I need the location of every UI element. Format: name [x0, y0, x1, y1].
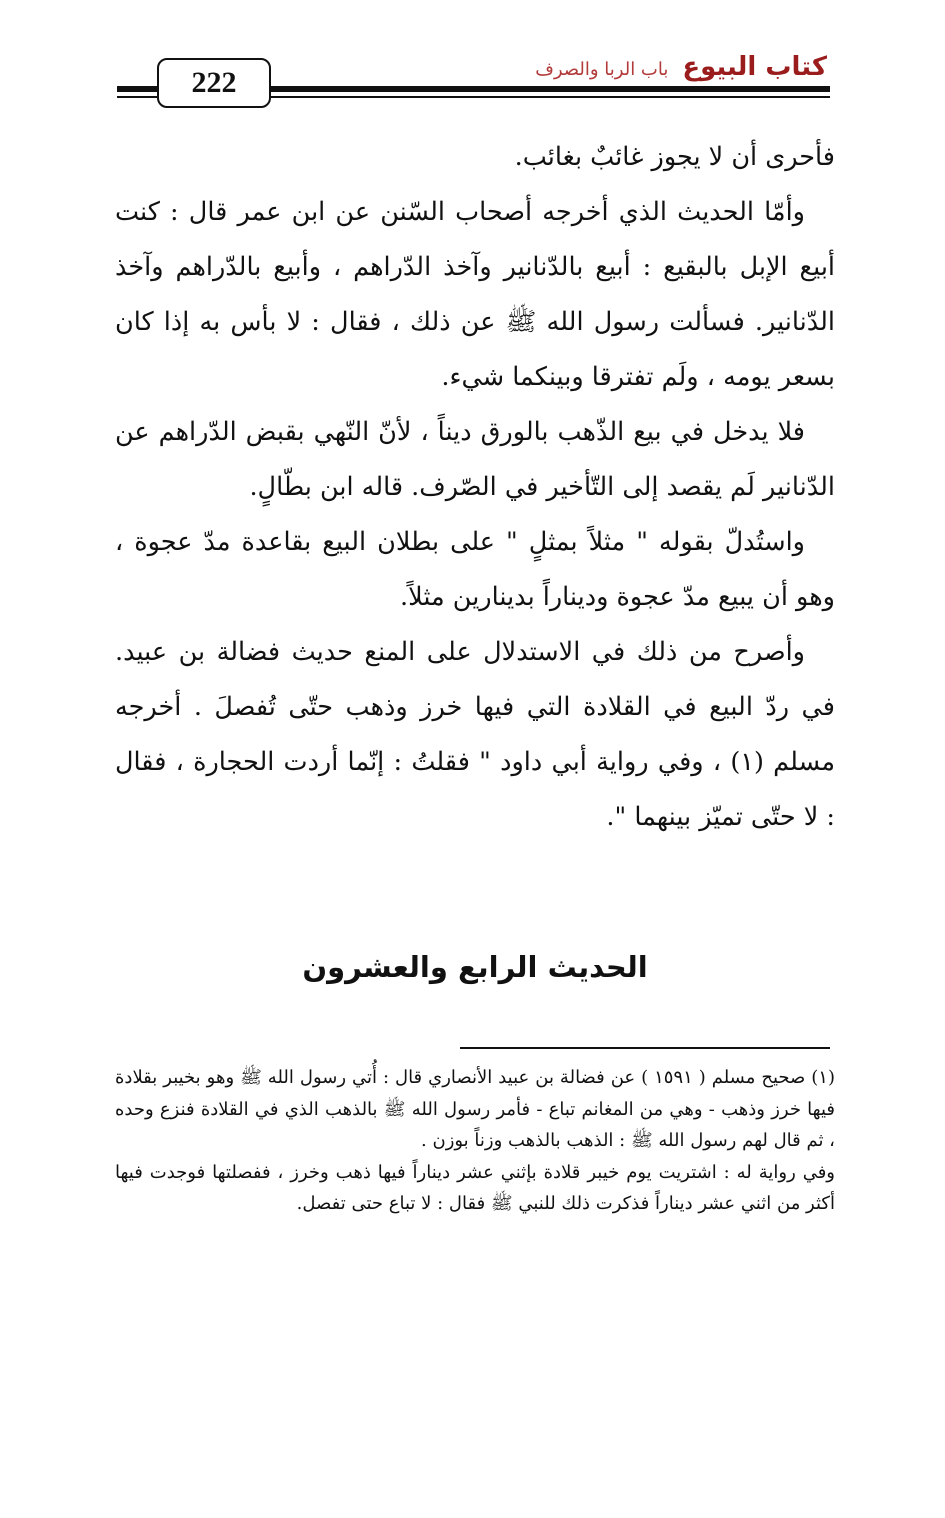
chapter-title: باب الربا والصرف: [535, 59, 669, 80]
running-head: [535, 52, 827, 86]
paragraph-1: فأحرى أن لا يجوز غائبٌ بغائب.: [514, 142, 835, 172]
footnote-divider: [460, 1047, 830, 1049]
section-heading: الحديث الرابع والعشرون: [302, 950, 648, 984]
paragraph-4: واستُدلّ بقوله " مثلاً بمثلٍ " على بطلان البيع بقاعدة مدّ عجوة ، وهو أن يبيع مدّ عجوة وديناراً بدينارين مثلاً.: [115, 527, 835, 612]
footnotes: [115, 1062, 835, 1220]
paragraph-5: وأصرح من ذلك في الاستدلال على المنع حديث فضالة بن عبيد. في ردّ البيع في القلادة التي فيها خرز وذهب حتّى تُفصلَ . أخرجه مسلم (١) ، وفي رواية أبي داود " فقلتُ : إنّما أردت الحجارة ، فقال : لا حتّى تميّز بينهما ".: [115, 637, 835, 832]
footnote-1: (١) صحيح مسلم ( ١٥٩١ ) عن فضالة بن عبيد الأنصاري قال : أُتي رسول الله ﷺ وهو بخيبر بقلادة فيها خرز وذهب - وهي من المغانم تباع - فأمر رسول الله ﷺ بالذهب الذي في القلادة فنزع وحده ، ثم قال لهم رسول الله ﷺ : الذهب بالذهب وزناً بوزن .: [115, 1067, 835, 1151]
paragraph-2: وأمّا الحديث الذي أخرجه أصحاب السّنن عن ابن عمر قال : كنت أبيع الإبل بالبقيع : أبيع بالدّنانير وآخذ الدّراهم ، وأبيع بالدّراهم وآخذ الدّنانير. فسألت رسول الله ﷺ عن ذلك ، فقال : لا بأس به إذا كان بسعر يومه ، ولَم تفترقا وبينكما شيء.: [115, 197, 835, 392]
book-title: كتاب البيوع: [682, 52, 827, 82]
main-text: [115, 130, 835, 845]
page-number: 222: [157, 58, 271, 108]
paragraph-3: فلا يدخل في بيع الذّهب بالورق ديناً ، لأنّ النّهي بقبض الدّراهم عن الدّنانير لَم يقصد إلى التّأخير في الصّرف. قاله ابن بطّالٍ.: [115, 417, 835, 502]
footnote-1-continued: وفي رواية له : اشتريت يوم خيبر قلادة بإثني عشر ديناراً فيها ذهب وخرز ، ففصلتها فوجدت فيها أكثر من اثني عشر ديناراً فذكرت ذلك للنبي ﷺ فقال : لا تباع حتى تفصل.: [115, 1161, 835, 1214]
page-header: [0, 0, 945, 120]
